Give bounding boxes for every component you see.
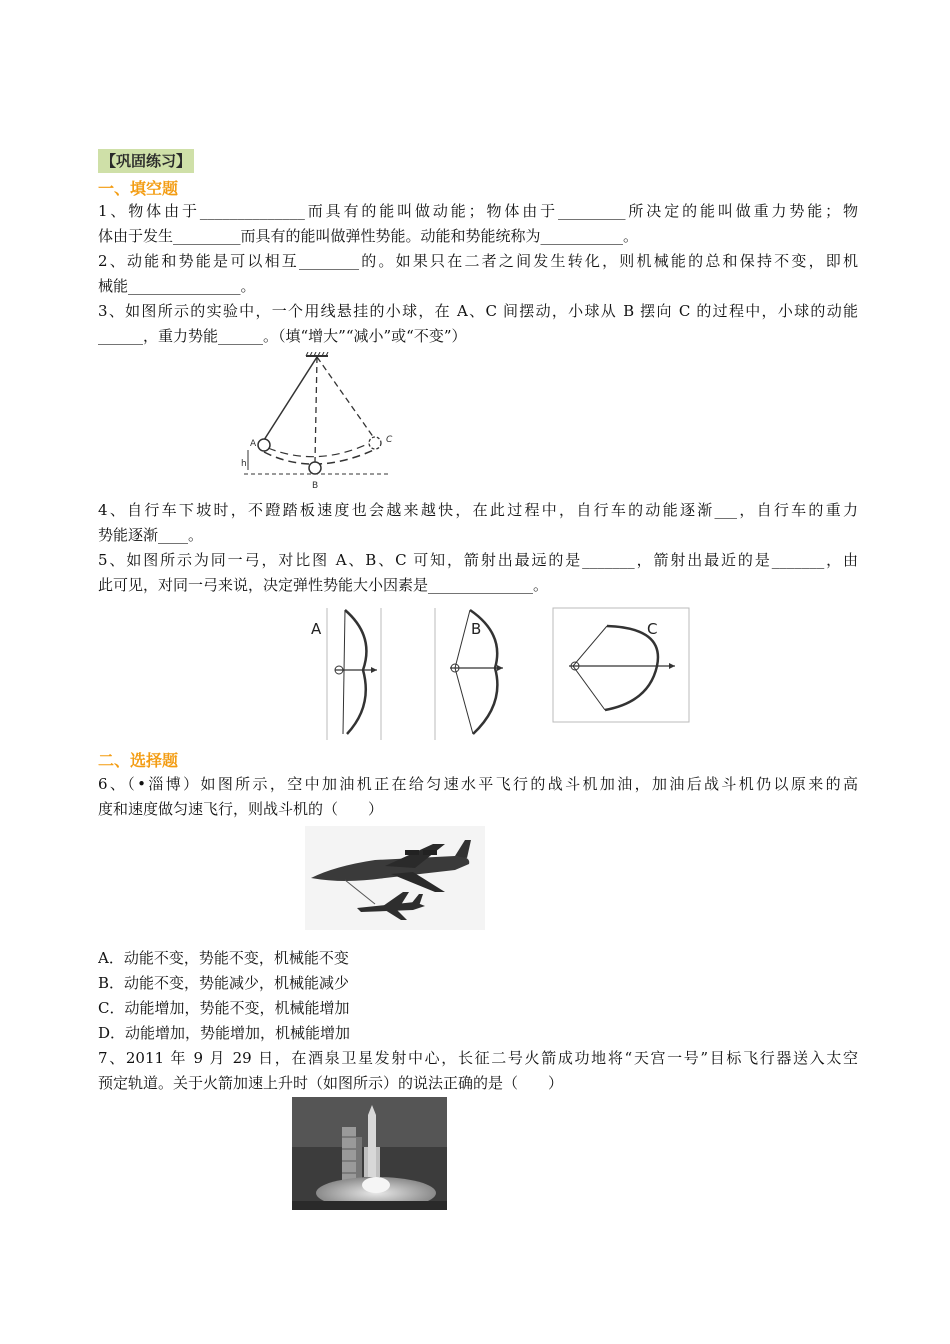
- q4-line1: 4、自行车下坡时，不蹬踏板速度也会越来越快，在此过程中，自行车的动能逐渐___，自行车的重力: [98, 501, 858, 519]
- q6-option-d: D．动能增加，势能增加，机械能增加: [98, 1024, 351, 1042]
- label-a: A: [250, 439, 257, 449]
- refueling-figure: [305, 826, 485, 930]
- pendulum-string-c: [317, 357, 374, 438]
- swing-arc-upper: [268, 442, 372, 457]
- q6-option-c: C．动能增加，势能不变，机械能增加: [98, 999, 350, 1017]
- q3-line2: ______，重力势能______。（填“增大”“减小”或“不变”）: [98, 327, 467, 345]
- rocket-launch-figure: [292, 1097, 447, 1210]
- pendulum-figure: [238, 352, 398, 492]
- pendulum-string-a: [264, 357, 317, 440]
- q6-line2: 度和速度做匀速飞行，则战斗机的（ ）: [98, 800, 384, 818]
- section-choice-title: 二、选择题: [98, 751, 179, 770]
- pendulum-string-b: [315, 357, 317, 462]
- q1-line2: 体由于发生_________而具有的能叫做弹性势能。动能和势能统称为___________。: [98, 227, 639, 245]
- q4-line2: 势能逐渐____。: [98, 526, 204, 544]
- q7-line2: 预定轨道。关于火箭加速上升时（如图所示）的说法正确的是（ ）: [98, 1074, 564, 1092]
- ball-a: [258, 439, 270, 451]
- bow-c-label: C: [647, 620, 658, 638]
- ball-c: [369, 437, 381, 449]
- bow-figures: [305, 606, 705, 742]
- q1-line1: 1、物体由于______________而具有的能叫做动能；物体由于_________所决定的能叫做重力势能；物: [98, 202, 858, 220]
- bow-a: [311, 608, 381, 740]
- bow-c: [553, 608, 689, 722]
- section-fill-in-title: 一、填空题: [98, 179, 179, 198]
- q7-line1: 7、2011 年 9 月 29 日，在酒泉卫星发射中心，长征二号火箭成功地将“天宫一号”目标飞行器送入太空: [98, 1049, 858, 1067]
- q6-line1: 6、（•淄博）如图所示，空中加油机正在给匀速水平飞行的战斗机加油，加油后战斗机仍以原来的高: [98, 775, 858, 793]
- bow-b: [435, 608, 503, 740]
- q2-line2: 械能_______________。: [98, 277, 256, 295]
- label-b: B: [312, 481, 319, 491]
- q6-option-b: B．动能不变，势能减少，机械能减少: [98, 974, 350, 992]
- bow-b-label: B: [471, 620, 482, 638]
- label-h: h: [241, 459, 247, 469]
- q6-option-a: A．动能不变，势能不变，机械能不变: [98, 949, 349, 967]
- q5-line2: 此可见，对同一弓来说，决定弹性势能大小因素是______________。: [98, 576, 549, 594]
- bow-a-label: A: [311, 620, 322, 638]
- ball-b: [309, 462, 321, 474]
- practice-banner: 【巩固练习】: [98, 149, 194, 173]
- label-c: C: [386, 435, 393, 445]
- launch-flame: [362, 1177, 390, 1193]
- q5-line1: 5、如图所示为同一弓，对比图 A、B、C 可知，箭射出最远的是_______，箭射出最近的是_______，由: [98, 551, 858, 569]
- q3-line1: 3、如图所示的实验中，一个用线悬挂的小球，在 A、C 间摆动，小球从 B 摆向 C 的过程中，小球的动能: [98, 302, 858, 320]
- q2-line1: 2、动能和势能是可以相互________的。如果只在二者之间发生转化，则机械能的总和保持不变，即机: [98, 252, 858, 270]
